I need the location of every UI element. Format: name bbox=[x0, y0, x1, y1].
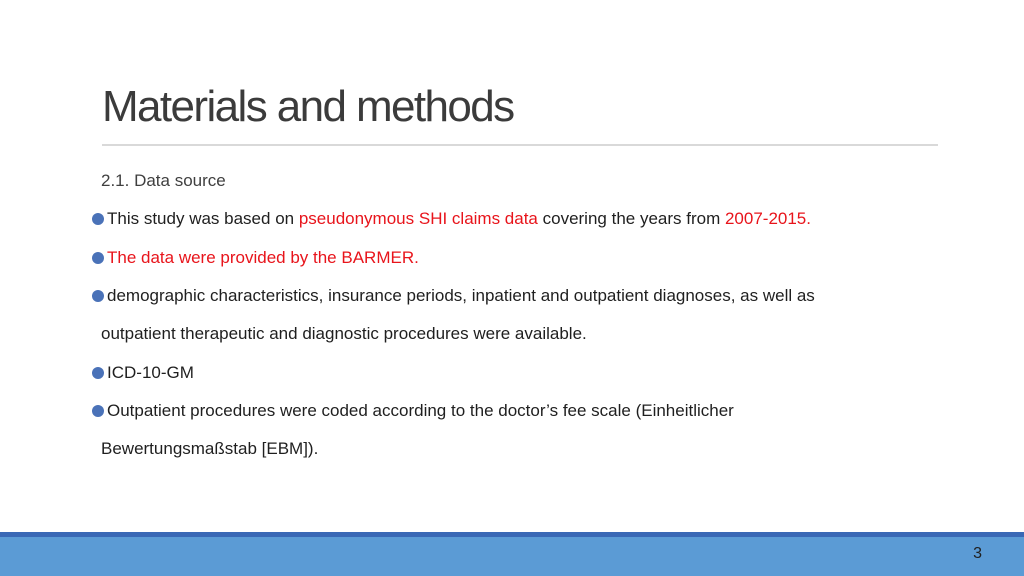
bullet-text: This study was based on bbox=[107, 209, 299, 228]
highlight-text: pseudonymous SHI claims data bbox=[298, 209, 538, 228]
bullet-dot-icon bbox=[92, 405, 104, 417]
highlight-text: The data were provided by the BARMER. bbox=[107, 248, 419, 267]
bullet-available-data bbox=[92, 286, 815, 306]
bullet-outpatient-coding bbox=[92, 401, 734, 421]
slide-title: Materials and methods bbox=[102, 82, 514, 131]
bullet-data-provider bbox=[92, 248, 419, 268]
highlight-years: 2007-2015. bbox=[724, 209, 811, 228]
bullet-data-basis bbox=[92, 209, 811, 229]
section-subheading: 2.1. Data source bbox=[101, 171, 226, 190]
bullet-text: ICD-10-GM bbox=[107, 363, 194, 382]
bullet-dot-icon bbox=[92, 252, 104, 264]
bullet-dot-icon bbox=[92, 290, 104, 302]
bullet-continuation: Bewertungsmaßstab [EBM]). bbox=[101, 439, 319, 458]
page-number: 3 bbox=[973, 545, 982, 562]
bullet-text: Outpatient procedures were coded according to the doctor’s fee scale (Einheitlicher bbox=[107, 401, 734, 420]
footer-band bbox=[0, 537, 1024, 576]
bullet-icd bbox=[92, 363, 194, 383]
bullet-text: demographic characteristics, insurance periods, inpatient and outpatient diagnoses, as well as bbox=[107, 286, 815, 305]
bullet-dot-icon bbox=[92, 213, 104, 225]
bullet-text: covering the years from bbox=[537, 209, 725, 228]
bullet-dot-icon bbox=[92, 367, 104, 379]
bullet-continuation: outpatient therapeutic and diagnostic procedures were available. bbox=[101, 324, 587, 343]
title-divider bbox=[102, 144, 938, 146]
